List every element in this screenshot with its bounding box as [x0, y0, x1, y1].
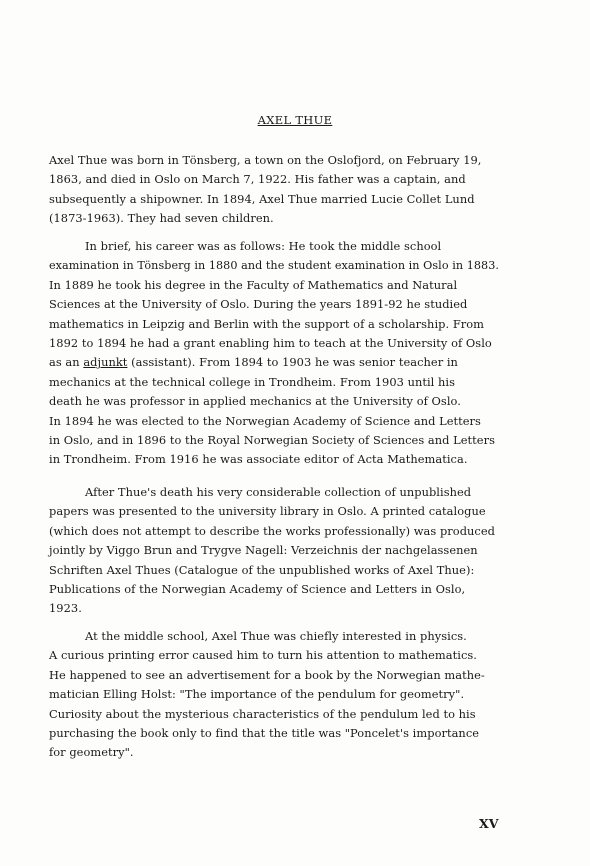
- text-line: Axel Thue was born in Tönsberg, a town on the Oslofjord, on February 19,: [49, 153, 482, 167]
- text-line: Curiosity about the mysterious characteristics of the pendulum led to his: [49, 706, 476, 721]
- paragraph-middle-school: [49, 627, 499, 763]
- text-line: After Thue's death his very considerable collection of unpublished: [85, 485, 472, 499]
- text-line: In brief, his career was as follows: He took the middle school: [85, 239, 442, 253]
- text-fragment: as an: [49, 355, 84, 370]
- text-line: jointly by Viggo Brun and Trygve Nagell: Verzeichnis der nachgelassenen: [49, 543, 478, 558]
- text-line: 1923.: [49, 601, 82, 616]
- text-line: [49, 353, 499, 372]
- text-line: In 1894 he was elected to the Norwegian Academy of Science and Letters: [49, 413, 481, 428]
- text-line: (1873-1963). They had seven children.: [49, 211, 274, 226]
- text-line: death he was professor in applied mechanics at the University of Oslo.: [49, 394, 461, 409]
- text-line: subsequently a shipowner. In 1894, Axel Thue married Lucie Collet Lund: [49, 191, 475, 206]
- text-line: Publications of the Norwegian Academy of Science and Letters in Oslo,: [49, 582, 466, 597]
- text-line: in Trondheim. From 1916 he was associate editor of Acta Mathematica.: [49, 452, 468, 467]
- text-line: A curious printing error caused him to turn his attention to mathematics.: [49, 648, 477, 663]
- text-line: (which does not attempt to describe the works professionally) was produced: [49, 523, 495, 538]
- text-line: 1892 to 1894 he had a grant enabling him to teach at the University of Oslo: [49, 336, 492, 351]
- text-line: for geometry".: [49, 745, 134, 760]
- paragraph-career: [49, 237, 499, 470]
- page-title: AXEL THUE: [257, 113, 333, 127]
- text-line: examination in Tönsberg in 1880 and the student examination in Oslo in 1883.: [49, 259, 499, 273]
- paragraph-unpublished-papers: [49, 483, 499, 619]
- text-line: in Oslo, and in 1896 to the Royal Norwegian Society of Sciences and Letters: [49, 433, 495, 448]
- text-line: mechanics at the technical college in Trondheim. From 1903 until his: [49, 374, 456, 389]
- paragraph-birth: [49, 151, 499, 229]
- text-line: Sciences at the University of Oslo. During the years 1891-92 he studied: [49, 297, 468, 312]
- page-number: XV: [479, 816, 499, 831]
- text-line: In 1889 he took his degree in the Faculty of Mathematics and Natural: [49, 277, 458, 292]
- adjunkt-term: adjunkt: [83, 355, 128, 370]
- text-line: Schriften Axel Thues (Catalogue of the unpublished works of Axel Thue):: [49, 562, 475, 577]
- text-line: At the middle school, Axel Thue was chiefly interested in physics.: [85, 629, 467, 643]
- text-line: matician Elling Holst: "The importance of the pendulum for geometry".: [49, 687, 465, 702]
- text-line: papers was presented to the university library in Oslo. A printed catalogue: [49, 504, 486, 519]
- text-line: purchasing the book only to find that the title was "Poncelet's importance: [49, 726, 480, 741]
- text-line: 1863, and died in Oslo on March 7, 1922. His father was a captain, and: [49, 172, 466, 187]
- text-fragment: (assistant). From 1894 to 1903 he was senior teacher in: [127, 355, 458, 370]
- text-line: mathematics in Leipzig and Berlin with the support of a scholarship. From: [49, 316, 485, 331]
- text-line: He happened to see an advertisement for a book by the Norwegian mathe-: [49, 667, 485, 682]
